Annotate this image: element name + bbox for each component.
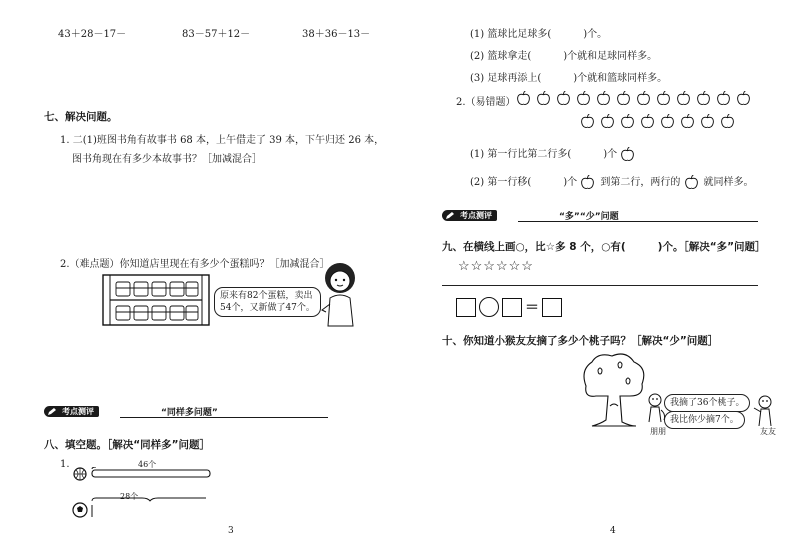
monkey-youyou-illustration bbox=[752, 394, 778, 428]
answer-box[interactable] bbox=[502, 298, 522, 317]
q2-2-mid1: )个 bbox=[563, 177, 578, 188]
question-7-2: 2.（难点题）你知道店里现在有多少个蛋糕吗？［加减混合］ bbox=[60, 259, 330, 270]
label-46: 46个 bbox=[138, 460, 157, 469]
apple-icon bbox=[576, 91, 591, 106]
banner-tag bbox=[44, 406, 99, 417]
speech-bubble-cakes bbox=[214, 287, 321, 317]
section-8-heading: 八、填空题。［解决“同样多”问题］ bbox=[44, 439, 211, 451]
item-3-suffix: )个就和篮球同样多。 bbox=[573, 73, 668, 84]
answer-box[interactable] bbox=[542, 298, 562, 317]
apple-icon bbox=[736, 91, 751, 106]
banner-topic: “同样多问题” bbox=[161, 408, 218, 418]
q2-2-suffix: 就同样多。 bbox=[703, 177, 754, 188]
monkey-pengpeng-illustration bbox=[644, 392, 666, 424]
item-1-prefix: (1) 篮球比足球多( bbox=[470, 29, 552, 40]
apple-icon bbox=[596, 91, 611, 106]
item-2-prefix: (2) 篮球拿走( bbox=[470, 51, 532, 62]
apple-icon bbox=[636, 91, 651, 106]
apple-icon bbox=[556, 91, 571, 106]
q2-1-suffix: )个 bbox=[603, 149, 618, 160]
banner-underline bbox=[518, 221, 758, 222]
cake-shelf-illustration bbox=[102, 274, 210, 326]
apple-icon bbox=[656, 91, 671, 106]
girl-illustration bbox=[318, 260, 362, 328]
apple-icon bbox=[516, 91, 531, 106]
stars-row: ☆☆☆☆☆☆ bbox=[458, 259, 534, 274]
q2-1-prefix: (1) 第一行比第二行多( bbox=[470, 149, 572, 160]
apple-icon bbox=[660, 114, 675, 129]
equals-sign: ＝ bbox=[525, 300, 539, 316]
apple-icon bbox=[700, 114, 715, 129]
apple-icon bbox=[616, 91, 631, 106]
pencil-icon bbox=[445, 211, 455, 220]
apple-icon bbox=[580, 114, 595, 129]
section-9-heading bbox=[442, 239, 766, 254]
basketball-bar-row bbox=[72, 467, 212, 481]
peach-tree-illustration bbox=[578, 350, 650, 430]
apple-icon bbox=[676, 91, 691, 106]
item-2-suffix: )个就和足球同样多。 bbox=[563, 51, 658, 62]
q2-2-prefix: (2) 第一行移( bbox=[470, 177, 532, 188]
question-8-1: 1. bbox=[60, 459, 70, 470]
equation-1: 43＋28－17－ bbox=[58, 29, 127, 40]
banner-tag bbox=[442, 210, 497, 221]
apple-icon bbox=[640, 114, 655, 129]
name-pengpeng: 朋朋 bbox=[650, 427, 666, 436]
football-bar-row bbox=[72, 497, 212, 519]
question-7-1-line2: 图书角现在有多少本故事书？［加减混合］ bbox=[72, 154, 262, 165]
apple-icon bbox=[620, 114, 635, 129]
apple-row-1 bbox=[516, 91, 756, 109]
equation-2: 83－57＋12－ bbox=[182, 29, 251, 40]
item-2 bbox=[470, 47, 657, 62]
apple-icon bbox=[600, 114, 615, 129]
equation-3: 38＋36－13－ bbox=[302, 29, 371, 40]
banner-underline bbox=[120, 417, 328, 418]
pencil-icon bbox=[47, 407, 57, 416]
left-page-number: 3 bbox=[228, 526, 234, 536]
banner-topic: “多”“少”问题 bbox=[559, 212, 619, 222]
section-10-heading: 十、你知道小猴友友摘了多少个桃子吗？［解决“少”问题］ bbox=[442, 335, 719, 347]
speech-bubble-pengpeng: 我摘了36个桃子。 bbox=[664, 394, 750, 412]
label-28: 28个 bbox=[120, 492, 139, 501]
drawing-line[interactable] bbox=[442, 285, 758, 286]
banner-tag-text: 考点测评 bbox=[460, 211, 492, 220]
apple-icon bbox=[580, 175, 595, 190]
operator-circle[interactable] bbox=[479, 297, 499, 317]
q2-2-mid2: 到第二行，两行的 bbox=[600, 177, 681, 188]
apple-icon bbox=[536, 91, 551, 106]
apple-icon bbox=[696, 91, 711, 106]
apple-icon bbox=[684, 175, 699, 190]
section-9-prefix: 九、在横线上画○，比☆多 8 个，○有( bbox=[442, 241, 626, 253]
item-3 bbox=[470, 69, 667, 84]
equation-boxes bbox=[456, 297, 562, 317]
banner-tag-text: 考点测评 bbox=[62, 407, 94, 416]
section-7-heading: 七、解决问题。 bbox=[44, 111, 118, 123]
apple-icon bbox=[720, 114, 735, 129]
apple-icon bbox=[716, 91, 731, 106]
apple-row-2 bbox=[580, 114, 740, 132]
question-2-1 bbox=[470, 145, 640, 162]
question-7-1-line1: 1. 二(1)班图书角有故事书 68 本，上午借走了 39 本，下午归还 26 本， bbox=[60, 135, 385, 146]
item-3-prefix: (3) 足球再添上( bbox=[470, 73, 542, 84]
answer-box[interactable] bbox=[456, 298, 476, 317]
name-youyou: 友友 bbox=[760, 427, 776, 436]
bubble-line-1: 原来有82个蛋糕，卖出 bbox=[220, 291, 313, 301]
item-1 bbox=[470, 25, 607, 40]
speech-bubble-youyou: 我比你少摘7个。 bbox=[664, 411, 745, 429]
item-1-suffix: )个。 bbox=[583, 29, 608, 40]
apple-icon bbox=[620, 147, 635, 162]
question-2-label: 2.（易错题） bbox=[456, 97, 516, 108]
apple-icon bbox=[680, 114, 695, 129]
right-page-number: 4 bbox=[610, 526, 616, 536]
question-2-2 bbox=[470, 173, 754, 190]
section-9-suffix: )个。［解决“多”问题］ bbox=[657, 241, 766, 253]
bubble-line-2: 54个，又新做了47个。 bbox=[220, 303, 315, 313]
